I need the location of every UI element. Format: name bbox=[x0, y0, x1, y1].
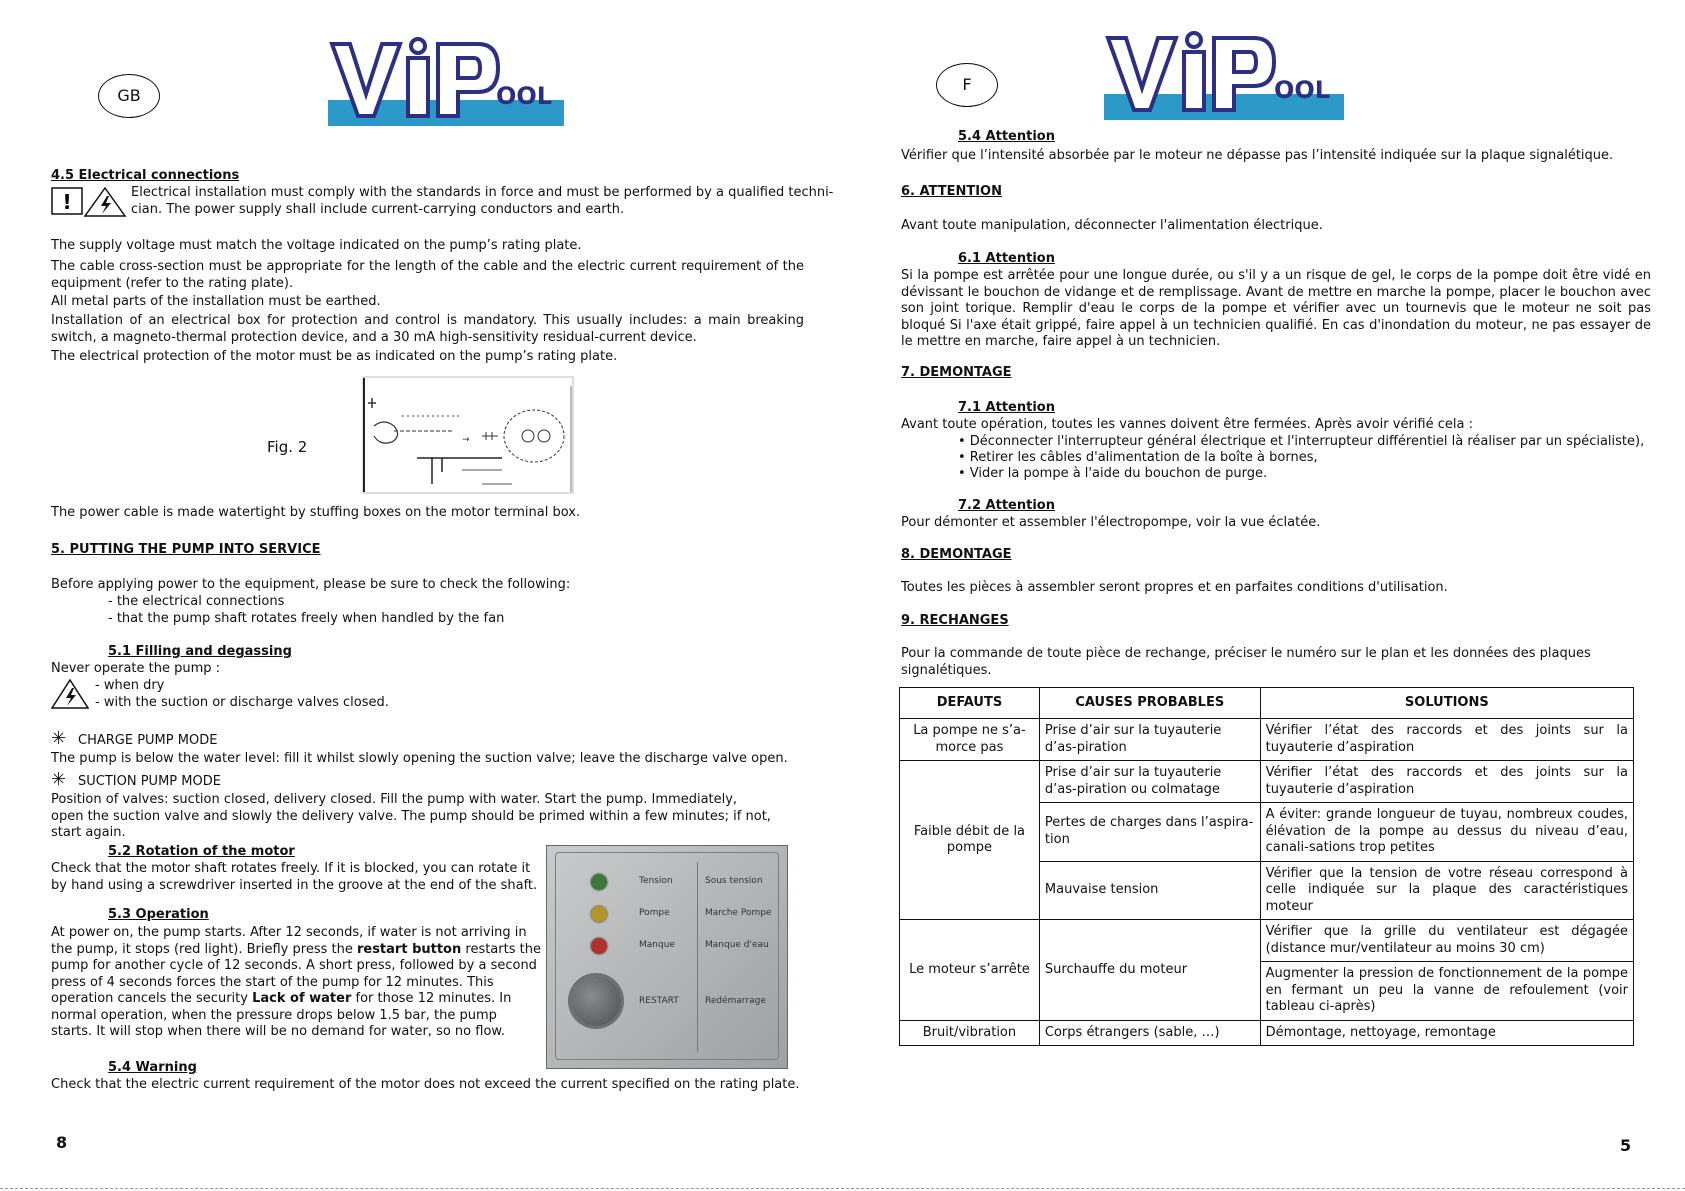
warning-text: Check that the electric current requirement of the motor does not exceed the current specified on the rating plate. bbox=[51, 1077, 800, 1092]
attention-5-4-text: Vérifier que l’intensité absorbée par le moteur ne dépasse pas l’intensité indiquée sur la plaque signalétique. bbox=[901, 148, 1614, 163]
page-number-left: 8 bbox=[56, 1133, 68, 1152]
language-badge-gb: GB bbox=[98, 74, 160, 118]
asterisk-icon: ✳ bbox=[51, 728, 67, 749]
charge-mode-title: CHARGE PUMP MODE bbox=[78, 733, 218, 748]
page-number-right: 5 bbox=[1620, 1136, 1632, 1155]
restart-button-term: restart button bbox=[356, 941, 462, 957]
cable-section-text: The cable cross-section must be appropriate for the length of the cable and the electric current requirement of the equipment (refer to the rating plate). bbox=[51, 259, 804, 291]
solution-cell: Vérifier l’état des raccords et des joints sur la tuyauterie d’aspiration bbox=[1260, 761, 1633, 803]
figure-2-label: Fig. 2 bbox=[267, 438, 308, 456]
troubleshooting-table bbox=[899, 687, 1634, 1046]
vipool-logo bbox=[1104, 30, 1344, 120]
defaut-cell: Faible débit de la pompe bbox=[900, 761, 1040, 920]
solution-cell: A éviter: grande longueur de tuyau, nombreux coudes, élévation de la pompe au dessus du niveau d’eau, canali-sations trop petites bbox=[1260, 803, 1633, 862]
section-6-1-heading: 6.1 Attention bbox=[958, 251, 1055, 266]
section-7-1-bullet-1: • Déconnecter l'interrupteur général électrique et l'interrupteur différentiel là réaliser par un spécialiste), bbox=[958, 434, 1645, 449]
panel-label: Pompe bbox=[639, 908, 670, 918]
defaut-cell: Bruit/vibration bbox=[900, 1020, 1040, 1046]
section-6-text: Avant toute manipulation, déconnecter l'alimentation électrique. bbox=[901, 218, 1323, 233]
power-cable-text: The power cable is made watertight by stuffing boxes on the motor terminal box. bbox=[51, 505, 581, 520]
section-5-heading: 5. PUTTING THE PUMP INTO SERVICE bbox=[51, 542, 321, 557]
panel-label: Manque d'eau bbox=[705, 940, 769, 950]
never-item-dry: - when dry bbox=[95, 678, 165, 693]
section-5-1-heading: 5.1 Filling and degassing bbox=[108, 644, 292, 659]
wiring-diagram-figure bbox=[362, 376, 574, 494]
led-yellow-icon bbox=[591, 906, 607, 922]
motor-protection-text: The electrical protection of the motor must be as indicated on the pump’s rating plate. bbox=[51, 349, 618, 364]
panel-label: Redémarrage bbox=[705, 996, 766, 1006]
electrical-box-text: Installation of an electrical box for protection and control is mandatory. This usually includes: a main breaking switch, a magneto-thermal protection device, and a 30 mA high-sensitivity residual-current device. bbox=[51, 313, 804, 345]
section-5-3-heading: 5.3 Operation bbox=[108, 907, 209, 922]
svg-text:OOL: OOL bbox=[496, 82, 553, 110]
cause-cell: Mauvaise tension bbox=[1039, 861, 1260, 920]
table-row bbox=[900, 920, 1634, 962]
cause-cell: Prise d’air sur la tuyauterie d’as-piration ou colmatage bbox=[1039, 761, 1260, 803]
section-6-1-text: Si la pompe est arrêtée pour une longue durée, ou s'il y a un risque de gel, le corps de la pompe doit être vidé en dévissant le bouchon de vidange et de remplissage. Avant de mettre en marche la pompe, placer le bouchon avec son joint torique. Remplir d'eau le corps de la pompe et vérifier avec un tournevis que le moteur ne soit pas bloqué Si l'axe était grippé, faire appel à un technicien qualifié. En cas d'inondation du moteur, ne pas essayer de le mettre en marche, faire appel à un technicien. bbox=[901, 268, 1651, 349]
led-red-icon bbox=[591, 938, 607, 954]
service-intro-text: Before applying power to the equipment, please be sure to check the following: bbox=[51, 577, 571, 592]
section-7-1-bullet-2: • Retirer les câbles d'alimentation de la boîte à bornes, bbox=[958, 450, 1318, 465]
charge-mode-text: The pump is below the water level: fill it whilst slowly opening the suction valve; leave the discharge valve open. bbox=[51, 751, 788, 766]
solution-cell: Vérifier que la tension de votre réseau correspond à celle indiquée sur la plaque des caractéristiques moteur bbox=[1260, 861, 1633, 920]
section-7-2-heading: 7.2 Attention bbox=[958, 498, 1055, 513]
rotation-text: Check that the motor shaft rotates freely. If it is blocked, you can rotate it by hand using a screwdriver inserted in the groove at the end of the shaft. bbox=[51, 861, 538, 893]
table-header-row bbox=[900, 688, 1634, 719]
service-item-2: - that the pump shaft rotates freely when handled by the fan bbox=[108, 611, 505, 626]
cause-cell: Surchauffe du moteur bbox=[1039, 920, 1260, 1021]
electrical-warning-line2: cian. The power supply shall include current-carrying conductors and earth. bbox=[131, 202, 625, 217]
section-5-4-attention-heading: 5.4 Attention bbox=[958, 129, 1055, 144]
service-item-1: - the electrical connections bbox=[108, 594, 285, 609]
section-8-text: Toutes les pièces à assembler seront propres et en parfaites conditions d'utilisation. bbox=[901, 580, 1448, 595]
panel-label: RESTART bbox=[639, 996, 679, 1006]
section-4-5-heading: 4.5 Electrical connections bbox=[51, 168, 240, 183]
cause-cell: Corps étrangers (sable, …) bbox=[1039, 1020, 1260, 1046]
section-7-heading: 7. DEMONTAGE bbox=[901, 365, 1012, 380]
section-7-1-heading: 7.1 Attention bbox=[958, 400, 1055, 415]
electric-warning-icon bbox=[51, 678, 89, 710]
language-badge-f: F bbox=[936, 63, 998, 107]
column-header: DEFAUTS bbox=[900, 688, 1040, 719]
never-item-valves: - with the suction or discharge valves closed. bbox=[95, 695, 389, 710]
control-panel-photo bbox=[546, 845, 788, 1069]
suction-mode-title: SUCTION PUMP MODE bbox=[78, 774, 221, 789]
solution-cell: Augmenter la pression de fonctionnement de la pompe en fermant un peu la vanne de refoulement (voir tableau ci-après) bbox=[1260, 962, 1633, 1021]
supply-voltage-text: The supply voltage must match the voltage indicated on the pump’s rating plate. bbox=[51, 238, 582, 253]
table-row bbox=[900, 1020, 1634, 1046]
cause-cell: Prise d’air sur la tuyauterie d’as-piration bbox=[1039, 719, 1260, 761]
lack-of-water-term: Lack of water bbox=[252, 991, 352, 1006]
solution-cell: Vérifier l’état des raccords et des joints sur la tuyauterie d’aspiration bbox=[1260, 719, 1633, 761]
electrical-warning-line1: Electrical installation must comply with the standards in force and must be performed by a qualified techni- bbox=[131, 185, 834, 200]
panel-label: Sous tension bbox=[705, 876, 763, 886]
led-green-icon bbox=[591, 874, 607, 890]
cause-cell: Pertes de charges dans l’aspira-tion bbox=[1039, 803, 1260, 862]
suction-mode-text: Position of valves: suction closed, delivery closed. Fill the pump with water. Start the pump. Immediately, open the suction valve and slowly the delivery valve. The pump should be primed within a few minutes; if not, start again. bbox=[51, 792, 771, 840]
column-header: CAUSES PROBABLES bbox=[1039, 688, 1260, 719]
section-7-1-bullet-3: • Vider la pompe à l'aide du bouchon de purge. bbox=[958, 466, 1268, 481]
section-9-text: Pour la commande de toute pièce de rechange, préciser le numéro sur le plan et les données des plaques signalétiques. bbox=[901, 646, 1591, 678]
svg-text:OOL: OOL bbox=[1274, 76, 1331, 104]
warning-icons bbox=[51, 186, 127, 218]
asterisk-icon: ✳ bbox=[51, 769, 67, 790]
solution-cell: Vérifier que la grille du ventilateur est dégagée (distance mur/ventilateur au moins 30 cm) bbox=[1260, 920, 1633, 962]
vipool-logo bbox=[328, 36, 564, 126]
section-5-4-warning-heading: 5.4 Warning bbox=[108, 1060, 197, 1075]
metal-earthed-text: All metal parts of the installation must be earthed. bbox=[51, 294, 381, 309]
section-5-2-heading: 5.2 Rotation of the motor bbox=[108, 844, 295, 859]
panel-label: Marche Pompe bbox=[705, 908, 772, 918]
restart-button-image bbox=[571, 976, 621, 1026]
section-6-heading: 6. ATTENTION bbox=[901, 184, 1002, 199]
table-row bbox=[900, 761, 1634, 803]
panel-label: Tension bbox=[639, 876, 673, 886]
defaut-cell: Le moteur s’arrête bbox=[900, 920, 1040, 1021]
svg-text:→: → bbox=[462, 435, 470, 445]
section-7-2-text: Pour démonter et assembler l'électropompe, voir la vue éclatée. bbox=[901, 515, 1321, 530]
svg-text:!: ! bbox=[62, 190, 72, 214]
section-7-1-intro: Avant toute opération, toutes les vannes doivent être fermées. Après avoir vérifié cela : bbox=[901, 417, 1473, 432]
solution-cell: Démontage, nettoyage, remontage bbox=[1260, 1020, 1633, 1046]
operation-text: At power on, the pump starts. After 12 seconds, if water is not arriving in the pump, it stops (red light). Briefly press the restart button restarts the pump for another cycle of 12 seconds. A short press, followed by a second press of 4 seconds forces the start of the pump for 12 minutes. This operation cancels the security Lack of water for those 12 minutes. In normal operation, when the pressure drops below 1.5 bar, the pump starts. It will stop when there will be no demand for water, so no flow. bbox=[51, 925, 541, 1039]
table-row bbox=[900, 719, 1634, 761]
page-bottom-rule bbox=[0, 1188, 1685, 1189]
column-header: SOLUTIONS bbox=[1260, 688, 1633, 719]
section-8-heading: 8. DEMONTAGE bbox=[901, 547, 1012, 562]
defaut-cell: La pompe ne s’a-morce pas bbox=[900, 719, 1040, 761]
never-operate-text: Never operate the pump : bbox=[51, 661, 221, 676]
section-9-heading: 9. RECHANGES bbox=[901, 613, 1009, 628]
panel-label: Manque bbox=[639, 940, 675, 950]
